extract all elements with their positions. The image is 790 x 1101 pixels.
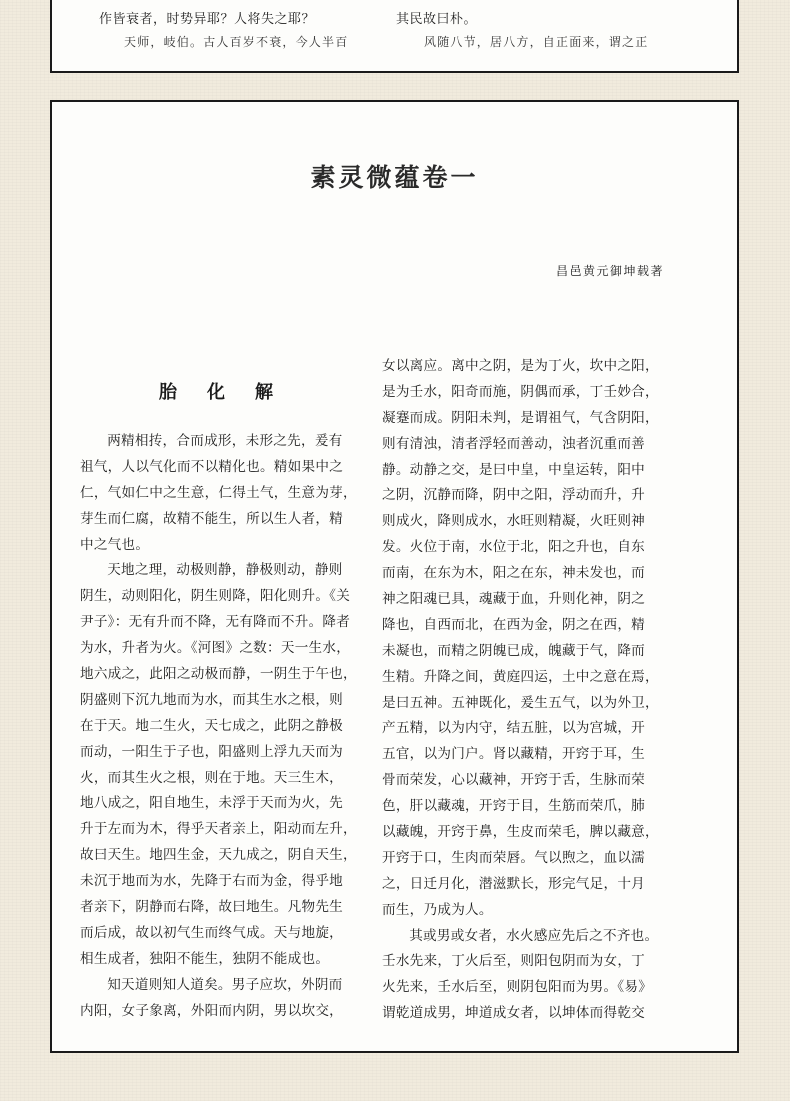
text-line: 未凝也，而精之阴魄已成，魄藏于气，降而 (382, 642, 646, 659)
text-line: 谓乾道成男，坤道成女者，以坤体而得乾交 (382, 1005, 646, 1022)
author-attribution: 昌邑黄元御坤载著 (555, 264, 664, 278)
text-line: 则成火，降则成水，水旺则精凝，火旺则神 (382, 513, 646, 530)
text-line: 骨而荣发，心以藏神，开窍于舌，生脉而荣 (382, 772, 646, 789)
text-line: 以藏魄，开窍于鼻，生皮而荣毛，脾以藏意， (382, 824, 659, 841)
text-line: 未沉于地而为水，先降于右而为金，得乎地 (80, 873, 344, 890)
prev-page-right-note: 风随八节，居八方，自正面来，谓之正 (424, 35, 649, 49)
text-line: 静。动静之交，是曰中皇，中皇运转，阳中 (382, 461, 646, 478)
text-line: 火，而其生火之根，则在于地。天三生木， (80, 769, 344, 786)
text-line: 而动，一阳生于子也，阳盛则上浮九天而为 (80, 743, 344, 760)
text-line: 之，日迁月化，潜滋默长，形完气足，十月 (382, 875, 646, 892)
text-line: 是曰五神。五神既化，爰生五气，以为外卫， (382, 694, 659, 711)
text-line: 知天道则知人道矣。男子应坎，外阴而 (107, 976, 343, 993)
text-line: 内阳，女子象离，外阳而内阴，男以坎交， (80, 1002, 344, 1019)
text-line: 仁，气如仁中之生意，仁得土气，生意为芽， (80, 484, 357, 501)
text-line: 天地之理，动极则静，静极则动，静则 (107, 562, 343, 579)
text-line: 五官，以为门户。肾以藏精，开窍于耳，生 (382, 746, 646, 763)
section-heading: 胎化解 (159, 382, 303, 403)
prev-page-left-note: 天师，岐伯。古人百岁不衰，今人半百 (124, 35, 349, 49)
text-line: 则有清浊，清者浮轻而善动，浊者沉重而善 (382, 435, 646, 452)
text-line: 阴盛则下沉九地而为水，而其生水之根，则 (80, 691, 344, 708)
text-line: 者亲下，阴静而右降，故曰地生。凡物先生 (80, 899, 344, 916)
text-line: 凝蹇而成。阴阳未判，是谓祖气，气含阴阳， (382, 409, 659, 426)
text-line: 火先来，壬水后至，则阴包阳而为男。《易》 (382, 979, 653, 996)
text-line: 中之气也。 (80, 536, 150, 553)
left-text-column (80, 429, 365, 1024)
text-line: 而生，乃成为人。 (382, 901, 493, 918)
text-line: 产五精，以为内守，结五脏，以为宫城，开 (382, 720, 646, 737)
text-line: 发。火位于南，水位于北，阳之升也，自东 (382, 539, 646, 556)
text-line: 而南，在东为木，阳之在东，神未发也，而 (382, 565, 646, 582)
text-line: 芽生而仁腐，故精不能生，所以生人者，精 (80, 510, 344, 527)
right-text-column (382, 354, 667, 1027)
prev-page-right-text: 其民故曰朴。 (396, 12, 478, 27)
prev-page-left-text: 作皆衰者，时势异耶？人将失之耶？ (99, 12, 316, 27)
text-line: 壬水先来，丁火后至，则阳包阴而为女，丁 (382, 953, 646, 970)
text-line: 女以离应。离中之阴，是为丁火，坎中之阳， (382, 358, 659, 374)
text-line: 在于天。地二生火，天七成之，此阴之静极 (80, 717, 344, 734)
volume-title: 素灵微蕴卷一 (310, 163, 479, 192)
text-line: 两精相抟，合而成形，未形之先，爰有 (107, 433, 343, 449)
text-line: 升于左而为木，得乎天者亲上，阳动而左升， (80, 821, 357, 838)
text-line: 尹子》：无有升而不降，无有降而不升。降者 (80, 614, 351, 631)
text-line: 地八成之，阳自地生，未浮于天而为火，先 (80, 795, 344, 812)
text-line: 开窍于口，生肉而荣唇。气以煦之，血以濡 (382, 849, 646, 866)
text-line: 相生成者，独阳不能生，独阴不能成也。 (80, 950, 330, 967)
text-line: 降也，自西而北，在西为金，阴之在西，精 (382, 616, 646, 633)
text-line: 为水，升者为火。《河图》之数：天一生水， (80, 640, 351, 657)
text-line: 生精。升降之间，黄庭四运，土中之意在焉， (382, 668, 659, 685)
text-line: 而后成，故以初气生而终气成。天与地旋， (80, 924, 344, 941)
text-line: 祖气，人以气化而不以精化也。精如果中之 (80, 458, 344, 475)
text-line: 阴生，动则阳化，阴生则降，阳化则升。《关 (80, 588, 351, 605)
text-line: 是为壬水，阳奇而施，阴偶而承，丁壬妙合， (382, 383, 659, 400)
book-page-panel (50, 100, 739, 1053)
text-line: 地六成之，此阳之动极而静，一阴生于午也， (80, 666, 357, 683)
text-line: 神之阳魂已具，魂藏于血，升则化神，阴之 (382, 591, 646, 608)
text-line: 之阴，沉静而降，阴中之阳，浮动而升，升 (382, 487, 646, 504)
text-line: 故曰天生。地四生金，天九成之，阴自天生， (80, 847, 357, 864)
previous-page-panel (50, 0, 739, 73)
text-line: 色，肝以藏魂，开窍于目，生筋而荣爪，肺 (382, 798, 646, 815)
text-line: 其或男或女者，水火感应先后之不齐也。 (409, 927, 659, 944)
